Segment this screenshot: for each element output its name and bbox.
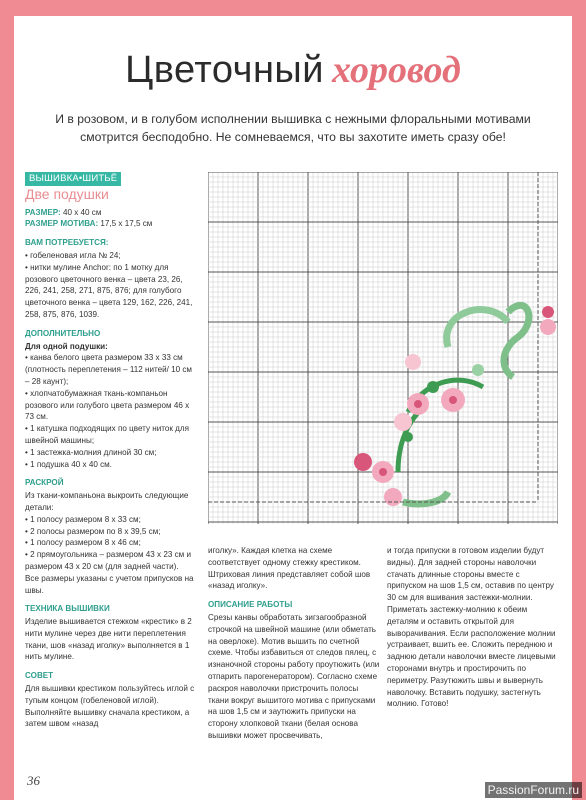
technique-heading: ТЕХНИКА ВЫШИВКИ bbox=[25, 604, 110, 614]
flower bbox=[540, 319, 556, 335]
col2-continuation: иголку». Каждая клетка на схеме соответствует одному стежку крестиком. Штриховая линия представляет собой шов «назад иголку». bbox=[208, 546, 371, 591]
curl-stem-top bbox=[447, 310, 508, 347]
size-label: РАЗМЕР: bbox=[25, 207, 61, 217]
advice-text: Для вышивки крестиком пользуйтесь иглой с тупым концом (гобеленовой иглой). Выполняйте вышивку сначала крестиком, а затем швом «назад bbox=[25, 684, 195, 729]
motif-size-label: РАЗМЕР МОТИВА: bbox=[25, 219, 99, 229]
cutting-item: • 1 полосу размером 8 х 46 см; bbox=[25, 538, 141, 548]
size-value: 40 х 40 см bbox=[60, 207, 102, 217]
cutting-item: • 1 полосу размером 8 х 33 см; bbox=[25, 514, 141, 524]
title-plain: Цветочный bbox=[125, 49, 324, 91]
flower-center bbox=[414, 400, 422, 408]
size-line bbox=[25, 207, 197, 219]
extra-item: • 1 катушка подходящих по цвету ниток для швейной машины; bbox=[25, 424, 190, 445]
page-frame-top bbox=[0, 0, 586, 16]
cutting-heading: РАСКРОЙ bbox=[25, 478, 64, 488]
materials-item: • нитки мулине Anchor: по 1 мотку для розового цветочного венка – цвета 23, 26, 226, 241, 258, 271, 875, 876; для голубого цветочного венка – цвета 129, 162, 226, 241, 258, 875, 876, 1039. bbox=[25, 262, 193, 319]
flower bbox=[384, 488, 402, 506]
left-column bbox=[25, 172, 197, 730]
watermark: PassionForum.ru bbox=[485, 782, 582, 798]
extra-heading: ДОПОЛНИТЕЛЬНО bbox=[25, 328, 101, 338]
flower-center bbox=[379, 468, 387, 476]
cross-stitch-chart bbox=[208, 172, 558, 524]
flower bbox=[405, 354, 421, 370]
cutting-item: • 2 прямоугольника – размером 43 х 23 см и размером 43 х 20 см (для задней части). bbox=[25, 550, 191, 571]
col3-text: и тогда припуски в готовом изделии будут видны). Для задней стороны наволочки стачать длинные стороны вместе с припуском на шов 1,5 см, оставив по центру 30 см для вшивания застежки-молнии. Приметать застежку-молнию к обеим деталям и оставить открытой для выворачивания. Если расположение молнии устраивает, вшить ее. Сложить переднюю и заднюю детали наволочки вместе лицевыми сторонами внутрь и простирочить по периметру. Разутюжить швы и вывернуть наволочку. Вставить подушку, застегнуть молнию. Готово! bbox=[387, 546, 556, 709]
floral-motif bbox=[354, 305, 556, 506]
page-frame-left bbox=[0, 0, 14, 800]
description-text: Срезы канвы обработать зигзагообразной строчкой на швейной машине (или обметать на оверлоке). Мотив вышить по счетной схеме. Чтобы избавиться от следов пялец, с изнаночной стороны работу проутюжить (или отпарить парогенератором). Согласно схеме раскроя наволочки пристрочить полосы ткани вокруг вышитого мотива с припусками на шов 1,5 см и заутюжить припуски на сторону хлопковой ткани (белая основа вышивки может просвечивать, bbox=[208, 612, 380, 740]
title-accent: хоровод bbox=[331, 49, 461, 91]
flower bbox=[354, 453, 372, 471]
extra-item: • хлопчатобумажная ткань-компаньон розового или голубого цвета размером 46 х 73 см. bbox=[25, 388, 190, 422]
description-heading: ОПИСАНИЕ РАБОТЫ bbox=[208, 600, 293, 610]
column-two bbox=[208, 545, 380, 742]
leaf bbox=[403, 432, 413, 442]
cutting-note: Все размеры указаны с учетом припусков на швы. bbox=[25, 573, 194, 595]
extra-item: • канва белого цвета размером 33 х 33 см (плотность переплетения – 112 нитей/ 10 см – 28 каунт); bbox=[25, 353, 192, 386]
page-number: 36 bbox=[27, 773, 40, 788]
advice-heading: СОВЕТ bbox=[25, 671, 54, 681]
cutting-item: • 2 полосы размером по 8 х 39,5 см; bbox=[25, 526, 161, 536]
technique-text: Изделие вышивается стежком «крестик» в 2 нити мулине через две нити переплетения ткани, шов «назад иголку» выполняется в 1 нить мулине. bbox=[25, 617, 192, 662]
materials-heading: ВАМ ПОТРЕБУЕТСЯ: bbox=[25, 238, 109, 248]
motif-size-line bbox=[25, 218, 197, 230]
lead-paragraph: И в розовом, и в голубом исполнении вышивка с нежными флоральными мотивами смотрится бесподобно. Не сомневаемся, что вы захотите иметь сразу обе! bbox=[55, 112, 531, 144]
column-three bbox=[387, 545, 557, 710]
flower bbox=[542, 306, 554, 318]
section-tag: ВЫШИВКА•ШИТЬЁ bbox=[25, 172, 121, 186]
cutting-intro: Из ткани-компаньона выкроить следующие детали: bbox=[25, 491, 189, 512]
flower-center bbox=[449, 396, 457, 404]
motif-size-value: 17,5 х 17,5 см bbox=[98, 219, 153, 229]
article-subtitle: Две подушки bbox=[25, 185, 109, 202]
extra-item: • 1 застежка-молния длиной 30 см; bbox=[25, 447, 157, 457]
flower bbox=[394, 413, 412, 431]
page-title bbox=[0, 48, 586, 92]
extra-subheading: Для одной подушки: bbox=[25, 341, 108, 351]
extra-item: • 1 подушка 40 х 40 см. bbox=[25, 459, 112, 469]
leaf bbox=[427, 381, 439, 393]
materials-item: • гобеленовая игла № 24; bbox=[25, 250, 121, 260]
leaf bbox=[472, 364, 484, 376]
page-frame-right bbox=[572, 0, 586, 800]
